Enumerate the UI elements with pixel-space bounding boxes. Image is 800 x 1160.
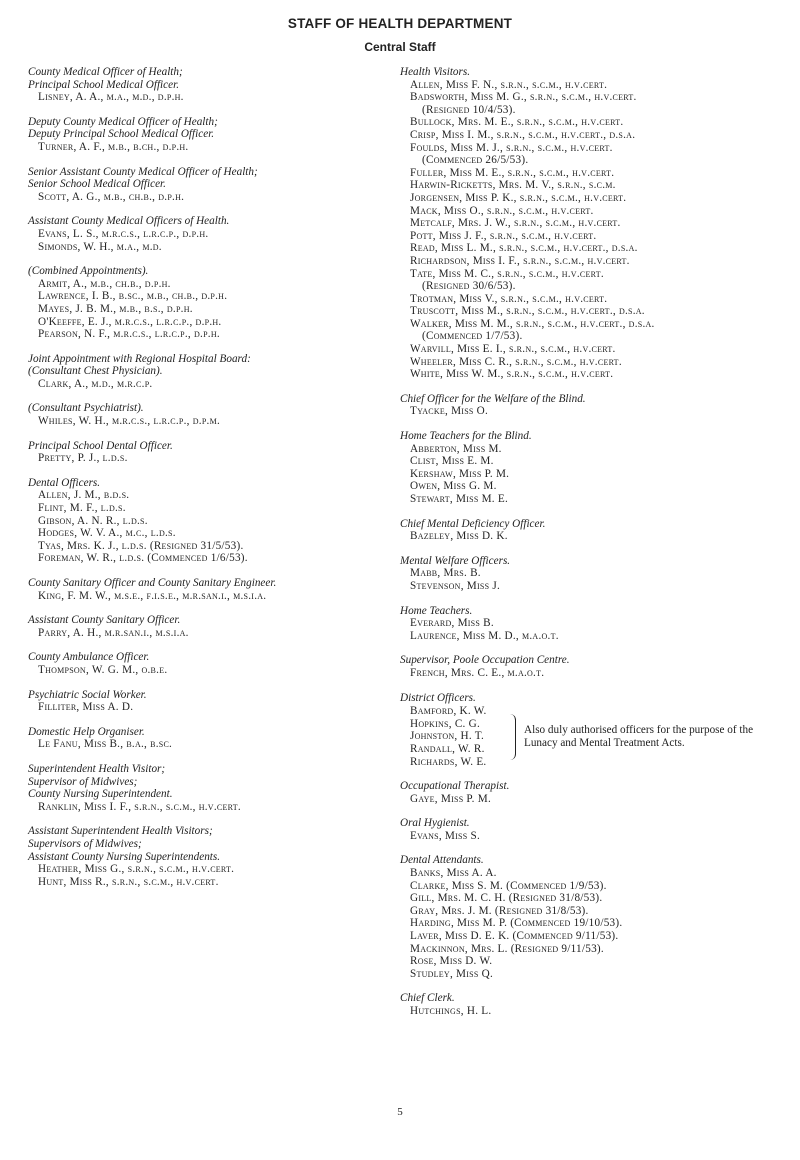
staff-entry: Hodges, W. V. A., m.c., l.d.s. — [38, 527, 176, 540]
staff-section — [400, 518, 780, 543]
section-heading: Health Visitors. — [400, 66, 471, 78]
staff-entry: Allen, J. M., b.d.s. — [38, 489, 130, 502]
staff-entry: Parry, A. H., m.r.san.i., m.s.i.a. — [38, 626, 189, 639]
staff-section — [28, 825, 388, 888]
staff-entry: Hunt, Miss R., s.r.n., s.c.m., h.v.cert. — [38, 875, 219, 888]
staff-entry: Kershaw, Miss P. M. — [410, 467, 510, 480]
staff-entry: Hutchings, H. L. — [410, 1005, 492, 1017]
district-officer-name: Hopkins, C. G. — [410, 717, 480, 730]
staff-entry: Banks, Miss A. A. — [410, 867, 497, 880]
staff-entry: Flint, M. F., l.d.s. — [38, 502, 126, 515]
staff-entry: Studley, Miss Q. — [410, 967, 493, 980]
staff-entry: Lisney, A. A., m.a., m.d., d.p.h. — [38, 91, 184, 104]
staff-section — [400, 66, 780, 381]
staff-entry: Jorgensen, Miss P. K., s.r.n., s.c.m., h.v.cert. — [410, 191, 627, 204]
section-heading: Dental Attendants. — [400, 854, 484, 867]
section-heading: Oral Hygienist. — [400, 817, 470, 830]
page-subtitle: Central Staff — [364, 40, 436, 54]
staff-section — [28, 577, 388, 602]
section-heading: County Medical Officer of Health; — [28, 66, 183, 78]
section-heading: County Sanitary Officer and County Sanitary Engineer. — [28, 577, 277, 589]
staff-entry: Scott, A. G., m.b., ch.b., d.p.h. — [38, 190, 185, 203]
section-heading: (Consultant Psychiatrist). — [28, 402, 144, 415]
district-officers-note: Also duly authorised officers for the purpose of the Lunacy and Mental Treatment Acts. — [524, 724, 754, 749]
staff-entry: Tyacke, Miss O. — [410, 405, 489, 418]
section-heading: County Nursing Superintendent. — [28, 788, 173, 801]
section-heading: Supervisors of Midwives; — [28, 837, 142, 850]
staff-entry: White, Miss W. M., s.r.n., s.c.m., h.v.cert. — [410, 368, 614, 381]
district-officers-section — [400, 692, 780, 769]
section-heading: Supervisor of Midwives; — [28, 775, 138, 788]
section-heading: Supervisor, Poole Occupation Centre. — [400, 654, 570, 667]
page-number: 5 — [397, 1106, 403, 1118]
section-heading: Superintendent Health Visitor; — [28, 762, 166, 775]
section-heading: Chief Clerk. — [400, 992, 455, 1005]
section-heading: Assistant County Nursing Superintendents. — [28, 850, 221, 863]
staff-entry: Foreman, W. R., l.d.s. (Commenced 1/6/53). — [38, 552, 248, 565]
staff-entry: Armit, A., m.b., ch.b., d.p.h. — [38, 277, 171, 290]
section-heading: Chief Officer for the Welfare of the Blind. — [400, 392, 586, 405]
staff-entry: Read, Miss L. M., s.r.n., s.c.m., h.v.cert., d.s.a. — [410, 242, 638, 255]
staff-entry: Thompson, W. G. M., o.b.e. — [38, 663, 168, 676]
staff-entry: Foulds, Miss M. J., s.r.n., s.c.m., h.v.cert. — [410, 141, 613, 154]
section-heading: Deputy County Medical Officer of Health; — [28, 115, 218, 128]
staff-entry: Gray, Mrs. J. M. (Resigned 31/8/53). — [410, 904, 589, 917]
staff-section — [28, 353, 388, 391]
staff-section — [28, 477, 388, 565]
entry-note: (Commenced 1/7/53). — [422, 330, 523, 343]
staff-entry: Whiles, W. H., m.r.c.s., l.r.c.p., d.p.m. — [38, 415, 220, 428]
staff-entry: Stevenson, Miss J. — [410, 579, 500, 592]
staff-entry: Stewart, Miss M. E. — [410, 493, 509, 505]
staff-entry: Bullock, Mrs. M. E., s.r.n., s.c.m., h.v.cert. — [410, 116, 624, 129]
staff-entry: Richardson, Miss I. F., s.r.n., s.c.m., h.v.cert. — [410, 254, 630, 267]
staff-section — [28, 651, 388, 676]
staff-section — [400, 654, 780, 679]
staff-section — [400, 854, 780, 980]
staff-entry: Everard, Miss B. — [410, 617, 494, 630]
staff-section — [28, 166, 388, 204]
section-heading: Assistant Superintendent Health Visitors; — [28, 825, 213, 838]
staff-entry: Harding, Miss M. P. (Commenced 19/10/53). — [410, 917, 623, 930]
staff-entry: Pott, Miss J. F., s.r.n., s.c.m., h.v.cert. — [410, 229, 597, 242]
staff-section — [400, 393, 780, 418]
staff-entry: Wheeler, Miss C. R., s.r.n., s.c.m., h.v.cert. — [410, 355, 622, 368]
section-heading: Assistant County Sanitary Officer. — [28, 614, 181, 627]
staff-section — [28, 726, 388, 751]
staff-entry: O'Keeffe, E. J., m.r.c.s., l.r.c.p., d.p.h. — [38, 315, 222, 328]
staff-entry: Clarke, Miss S. M. (Commenced 1/9/53). — [410, 879, 607, 892]
section-heading: Mental Welfare Officers. — [400, 554, 511, 567]
right-sections-bottom — [400, 780, 780, 1018]
brace-icon — [508, 714, 516, 760]
district-officer-name: Randall, W. R. — [410, 742, 485, 755]
section-heading: Chief Mental Deficiency Officer. — [400, 517, 546, 530]
staff-entry: King, F. M. W., m.s.e., f.i.s.e., m.r.san.i., m.s.i.a. — [38, 589, 267, 602]
staff-entry: Filliter, Miss A. D. — [38, 701, 134, 714]
staff-entry: Allen, Miss F. N., s.r.n., s.c.m., h.v.cert. — [410, 78, 608, 91]
section-heading: Principal School Medical Officer. — [28, 78, 179, 91]
staff-section — [400, 817, 780, 842]
district-officer-names — [400, 705, 508, 768]
staff-entry: Truscott, Miss M., s.r.n., s.c.m., h.v.cert., d.s.a. — [410, 305, 645, 318]
section-heading: Psychiatric Social Worker. — [28, 688, 147, 701]
section-heading: Senior School Medical Officer. — [28, 178, 166, 191]
staff-section — [400, 992, 780, 1017]
staff-section — [400, 780, 780, 805]
section-heading: Deputy Principal School Medical Officer. — [28, 128, 215, 141]
section-heading: Home Teachers. — [400, 604, 473, 617]
entry-note: (Commenced 26/5/53). — [422, 154, 529, 167]
staff-entry: Simonds, W. H., m.a., m.d. — [38, 240, 162, 253]
staff-entry: Clist, Miss E. M. — [410, 455, 494, 468]
district-officer-name: Bamford, K. W. — [410, 705, 487, 718]
staff-entry: Pretty, P. J., l.d.s. — [38, 452, 128, 465]
staff-section — [28, 763, 388, 813]
staff-entry: Gaye, Miss P. M. — [410, 792, 492, 805]
staff-section — [28, 614, 388, 639]
right-sections-top — [400, 66, 780, 680]
section-heading: Principal School Dental Officer. — [28, 439, 173, 452]
staff-entry: Mackinnon, Mrs. L. (Resigned 9/11/53). — [410, 942, 604, 955]
staff-entry: Abberton, Miss M. — [410, 442, 502, 455]
staff-entry: Rose, Miss D. W. — [410, 955, 493, 968]
section-heading: Dental Officers. — [28, 476, 101, 489]
staff-section — [28, 402, 388, 427]
staff-entry: Harwin-Ricketts, Mrs. M. V., s.r.n., s.c.m. — [410, 179, 616, 192]
staff-section — [28, 265, 388, 341]
staff-entry: Warvill, Miss E. I., s.r.n., s.c.m., h.v.cert. — [410, 343, 616, 356]
staff-section — [400, 555, 780, 593]
district-officer-name: Johnston, H. T. — [410, 730, 485, 743]
staff-entry: Crisp, Miss I. M., s.r.n., s.c.m., h.v.cert., d.s.a. — [410, 128, 636, 141]
staff-section — [28, 689, 388, 714]
staff-entry: Le Fanu, Miss B., b.a., b.sc. — [38, 738, 173, 751]
staff-entry: Evans, L. S., m.r.c.s., l.r.c.p., d.p.h. — [38, 227, 209, 240]
section-heading: (Combined Appointments). — [28, 265, 149, 278]
staff-entry: Trotman, Miss V., s.r.n., s.c.m., h.v.cert. — [410, 292, 608, 305]
staff-entry: Badsworth, Miss M. G., s.r.n., s.c.m., h.v.cert. — [410, 91, 637, 104]
staff-entry: Laver, Miss D. E. K. (Commenced 9/11/53). — [410, 930, 619, 943]
staff-entry: Tate, Miss M. C., s.r.n., s.c.m., h.v.cert. — [410, 267, 604, 280]
left-column — [28, 66, 388, 900]
staff-entry: Owen, Miss G. M. — [410, 480, 497, 493]
section-heading: Assistant County Medical Officers of Health. — [28, 215, 230, 228]
staff-entry: Mabb, Mrs. B. — [410, 567, 481, 580]
page-title: STAFF OF HEALTH DEPARTMENT — [287, 16, 513, 31]
section-heading: Occupational Therapist. — [400, 780, 510, 793]
staff-section — [400, 605, 780, 643]
section-heading: Domestic Help Organiser. — [28, 725, 145, 738]
staff-section — [28, 66, 388, 104]
staff-entry: Lawrence, I. B., b.sc., m.b., ch.b., d.p.h. — [38, 290, 228, 303]
staff-entry: Fuller, Miss M. E., s.r.n., s.c.m., h.v.cert. — [410, 166, 615, 179]
staff-entry: French, Mrs. C. E., m.a.o.t. — [410, 666, 545, 679]
staff-entry: Gill, Mrs. M. C. H. (Resigned 31/8/53). — [410, 892, 603, 905]
section-heading: County Ambulance Officer. — [28, 651, 150, 664]
right-column — [400, 66, 780, 1030]
staff-entry: Heather, Miss G., s.r.n., s.c.m., h.v.cert. — [38, 863, 235, 876]
staff-entry: Clark, A., m.d., m.r.c.p. — [38, 377, 153, 390]
staff-entry: Ranklin, Miss I. F., s.r.n., s.c.m., h.v.cert. — [38, 800, 241, 813]
section-heading: Senior Assistant County Medical Officer of Health; — [28, 165, 258, 178]
staff-entry: Evans, Miss S. — [410, 829, 481, 842]
staff-entry: Laurence, Miss M. D., m.a.o.t. — [410, 629, 559, 642]
staff-entry: Gibson, A. N. R., l.d.s. — [38, 514, 148, 527]
staff-section — [28, 215, 388, 253]
district-officer-name: Richards, W. E. — [410, 755, 487, 768]
section-heading: Joint Appointment with Regional Hospital Board: — [28, 352, 251, 365]
section-heading: District Officers. — [400, 691, 476, 704]
section-heading: (Consultant Chest Physician). — [28, 365, 163, 378]
staff-entry: Mayes, J. B. M., m.b., b.s., d.p.h. — [38, 302, 193, 315]
entry-note: (Resigned 30/6/53). — [422, 280, 516, 293]
staff-entry: Mack, Miss O., s.r.n., s.c.m., h.v.cert. — [410, 204, 594, 217]
district-officers-group — [400, 705, 780, 768]
entry-note: (Resigned 10/4/53). — [422, 103, 516, 116]
staff-entry: Tyas, Mrs. K. J., l.d.s. (Resigned 31/5/53). — [38, 539, 244, 552]
staff-entry: Pearson, N. F., m.r.c.s., l.r.c.p., d.p.h. — [38, 328, 220, 341]
staff-entry: Turner, A. F., m.b., b.ch., d.p.h. — [38, 140, 189, 153]
staff-section — [28, 116, 388, 154]
staff-entry: Walker, Miss M. M., s.r.n., s.c.m., h.v.cert., d.s.a. — [410, 317, 655, 330]
staff-entry: Metcalf, Mrs. J. W., s.r.n., s.c.m., h.v.cert. — [410, 217, 621, 230]
staff-section — [28, 440, 388, 465]
staff-entry: Bazeley, Miss D. K. — [410, 530, 508, 543]
staff-section — [400, 430, 780, 506]
section-heading: Home Teachers for the Blind. — [400, 430, 532, 443]
